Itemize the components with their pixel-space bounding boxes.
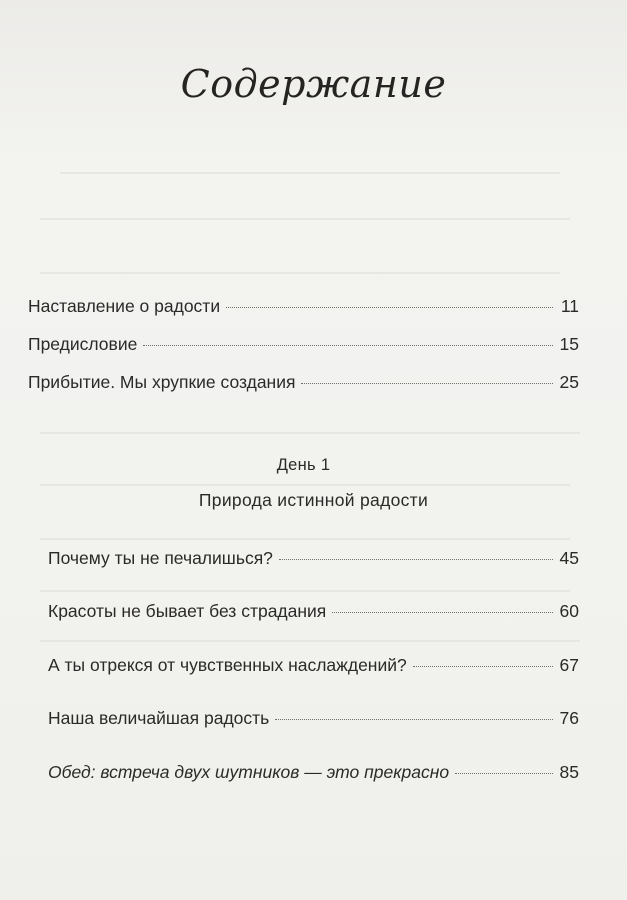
toc-entry <box>28 296 579 317</box>
toc-entry <box>48 601 579 622</box>
toc-entry-label: А ты отрекся от чувственных наслаждений? <box>48 655 407 675</box>
section-name: Природа истинной радости <box>198 490 429 510</box>
show-through-line <box>40 484 570 486</box>
toc-entry <box>48 548 579 569</box>
toc-leader-dots <box>143 345 553 346</box>
toc-entry-page: 15 <box>559 334 579 354</box>
toc-entry-label: Прибытие. Мы хрупкие создания <box>28 372 296 392</box>
toc-leader-dots <box>455 773 553 774</box>
show-through-line <box>40 432 580 434</box>
toc-leader-dots <box>279 559 553 560</box>
toc-leader-dots <box>301 383 553 384</box>
toc-leader-dots <box>226 307 553 308</box>
toc-entry-page: 11 <box>560 296 579 316</box>
show-through-line <box>40 272 560 274</box>
show-through-line <box>40 218 570 220</box>
toc-entry <box>48 708 579 729</box>
toc-entry <box>28 372 579 393</box>
toc-entry-label: Почему ты не печалишься? <box>48 548 273 568</box>
toc-entry-label: Обед: встреча двух шутников — это прекрасно <box>48 762 450 782</box>
toc-entry-label: Наставление о радости <box>28 296 221 316</box>
toc-entry-page: 85 <box>559 762 579 782</box>
show-through-line <box>40 640 580 642</box>
toc-entry-label: Наша величайшая радость <box>48 708 270 728</box>
toc-entry-label: Красоты не бывает без страдания <box>48 601 327 621</box>
show-through-line <box>40 590 570 592</box>
show-through-line <box>60 172 560 174</box>
toc-entry-page: 60 <box>559 601 579 621</box>
toc-entry-page: 67 <box>559 655 579 675</box>
toc-entry-label: Предисловие <box>28 334 138 354</box>
toc-entry-page: 25 <box>559 372 579 392</box>
toc-entry <box>48 655 579 676</box>
show-through-line <box>40 538 570 540</box>
toc-leader-dots <box>332 612 553 613</box>
page-title: Содержание <box>180 62 447 106</box>
toc-entry <box>48 762 579 783</box>
toc-entry <box>28 334 579 355</box>
toc-entry-page: 45 <box>559 548 579 568</box>
toc-leader-dots <box>275 719 553 720</box>
toc-entry-page: 76 <box>559 708 579 728</box>
section-day: День 1 <box>276 456 331 474</box>
toc-leader-dots <box>413 666 553 667</box>
